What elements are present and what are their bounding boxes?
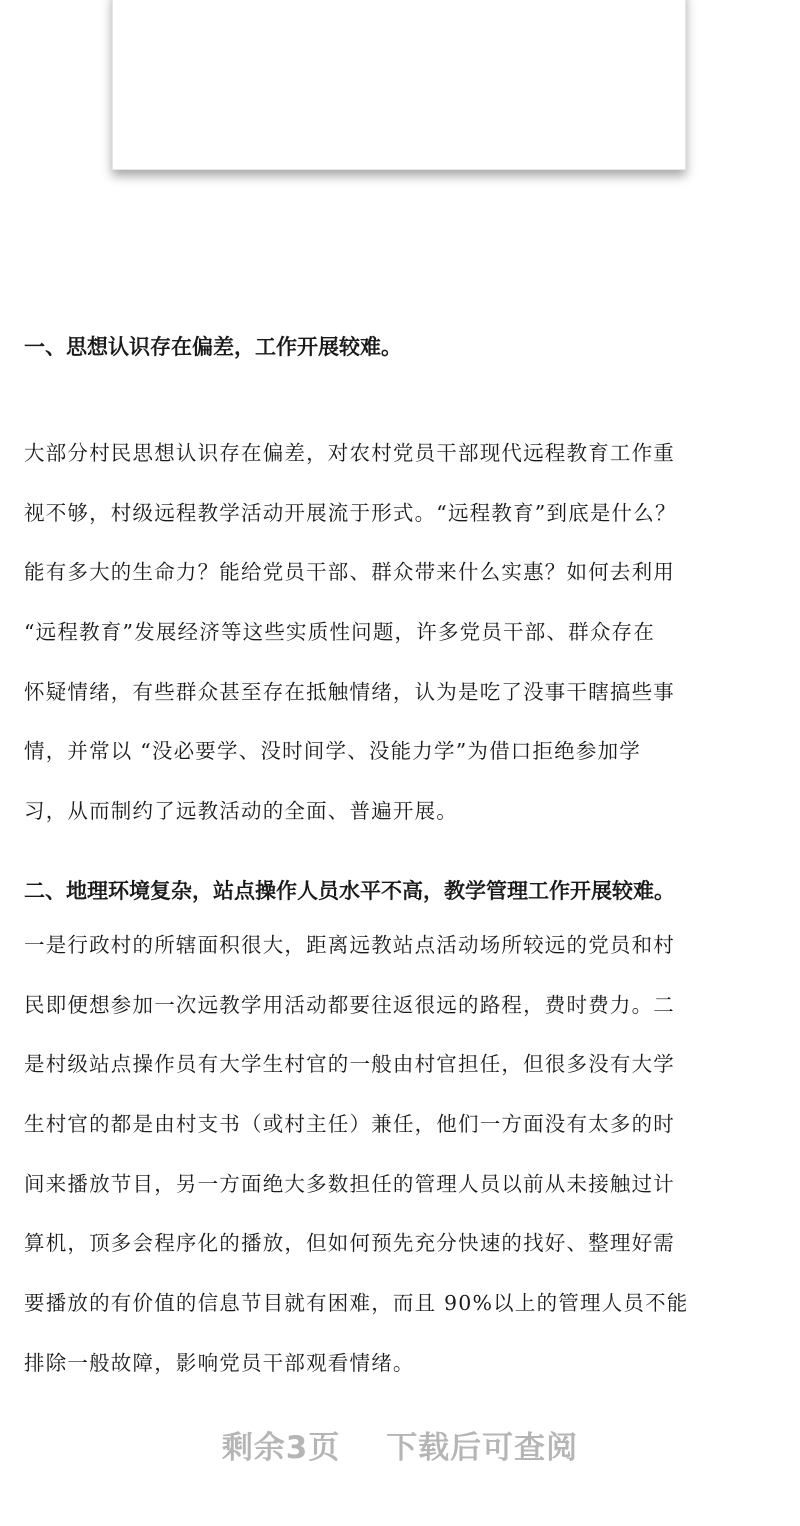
text-line: 能有多大的生命力？能给党员干部、群众带来什么实惠？如何去利用 bbox=[24, 560, 675, 585]
remaining-pages-label[interactable]: 剩余3页 bbox=[221, 1430, 341, 1466]
text-line: 要播放的有价值的信息节目就有困难，而且 90%以上的管理人员不能 bbox=[24, 1290, 689, 1315]
text-line: 大部分村民思想认识存在偏差，对农村党员干部现代远程教育工作重 bbox=[24, 441, 675, 465]
section-paragraph bbox=[24, 424, 794, 842]
text-line: 视不够，村级远程教学活动开展流于形式。“远程教育”到底是什么？ bbox=[24, 500, 677, 525]
text-line: 是村级站点操作员有大学生村官的一般由村官担任，但很多没有大学 bbox=[24, 1052, 675, 1077]
download-prompt[interactable] bbox=[0, 1422, 800, 1467]
text-line: 怀疑情绪，有些群众甚至存在抵触情绪，认为是吃了没事干瞎搞些事 bbox=[24, 679, 675, 704]
text-line: 情，并常以 “没必要学、没时间学、没能力学”为借口拒绝参加学 bbox=[24, 739, 641, 764]
text-line: 算机，顶多会程序化的播放，但如何预先充分快速的找好、整理好需 bbox=[24, 1231, 675, 1256]
text-line: 民即便想参加一次远教学用活动都要往返很远的路程，费时费力。二 bbox=[24, 992, 675, 1017]
section-heading: 二、地理环境复杂，站点操作人员水平不高，教学管理工作开展较难。 bbox=[24, 878, 675, 903]
text-line: 排除一般故障，影响党员干部观看情绪。 bbox=[24, 1350, 415, 1375]
section-heading: 一、思想认识存在偏差，工作开展较难。 bbox=[24, 335, 402, 359]
download-to-view-label[interactable]: 下载后可查阅 bbox=[386, 1430, 579, 1466]
section-paragraph bbox=[24, 916, 794, 1394]
text-line: 生村官的都是由村支书（或村主任）兼任，他们一方面没有太多的时 bbox=[24, 1111, 675, 1136]
text-line: 一是行政村的所辖面积很大，距离远教站点活动场所较远的党员和村 bbox=[24, 932, 675, 957]
text-line: 习，从而制约了远教活动的全面、普遍开展。 bbox=[24, 799, 458, 824]
text-line: “远程教育”发展经济等这些实质性问题，许多党员干部、群众存在 bbox=[24, 620, 655, 645]
text-line: 间来播放节目，另一方面绝大多数担任的管理人员以前从未接触过计 bbox=[24, 1171, 675, 1196]
document-page-preview bbox=[112, 0, 686, 170]
document-content bbox=[24, 322, 794, 1393]
